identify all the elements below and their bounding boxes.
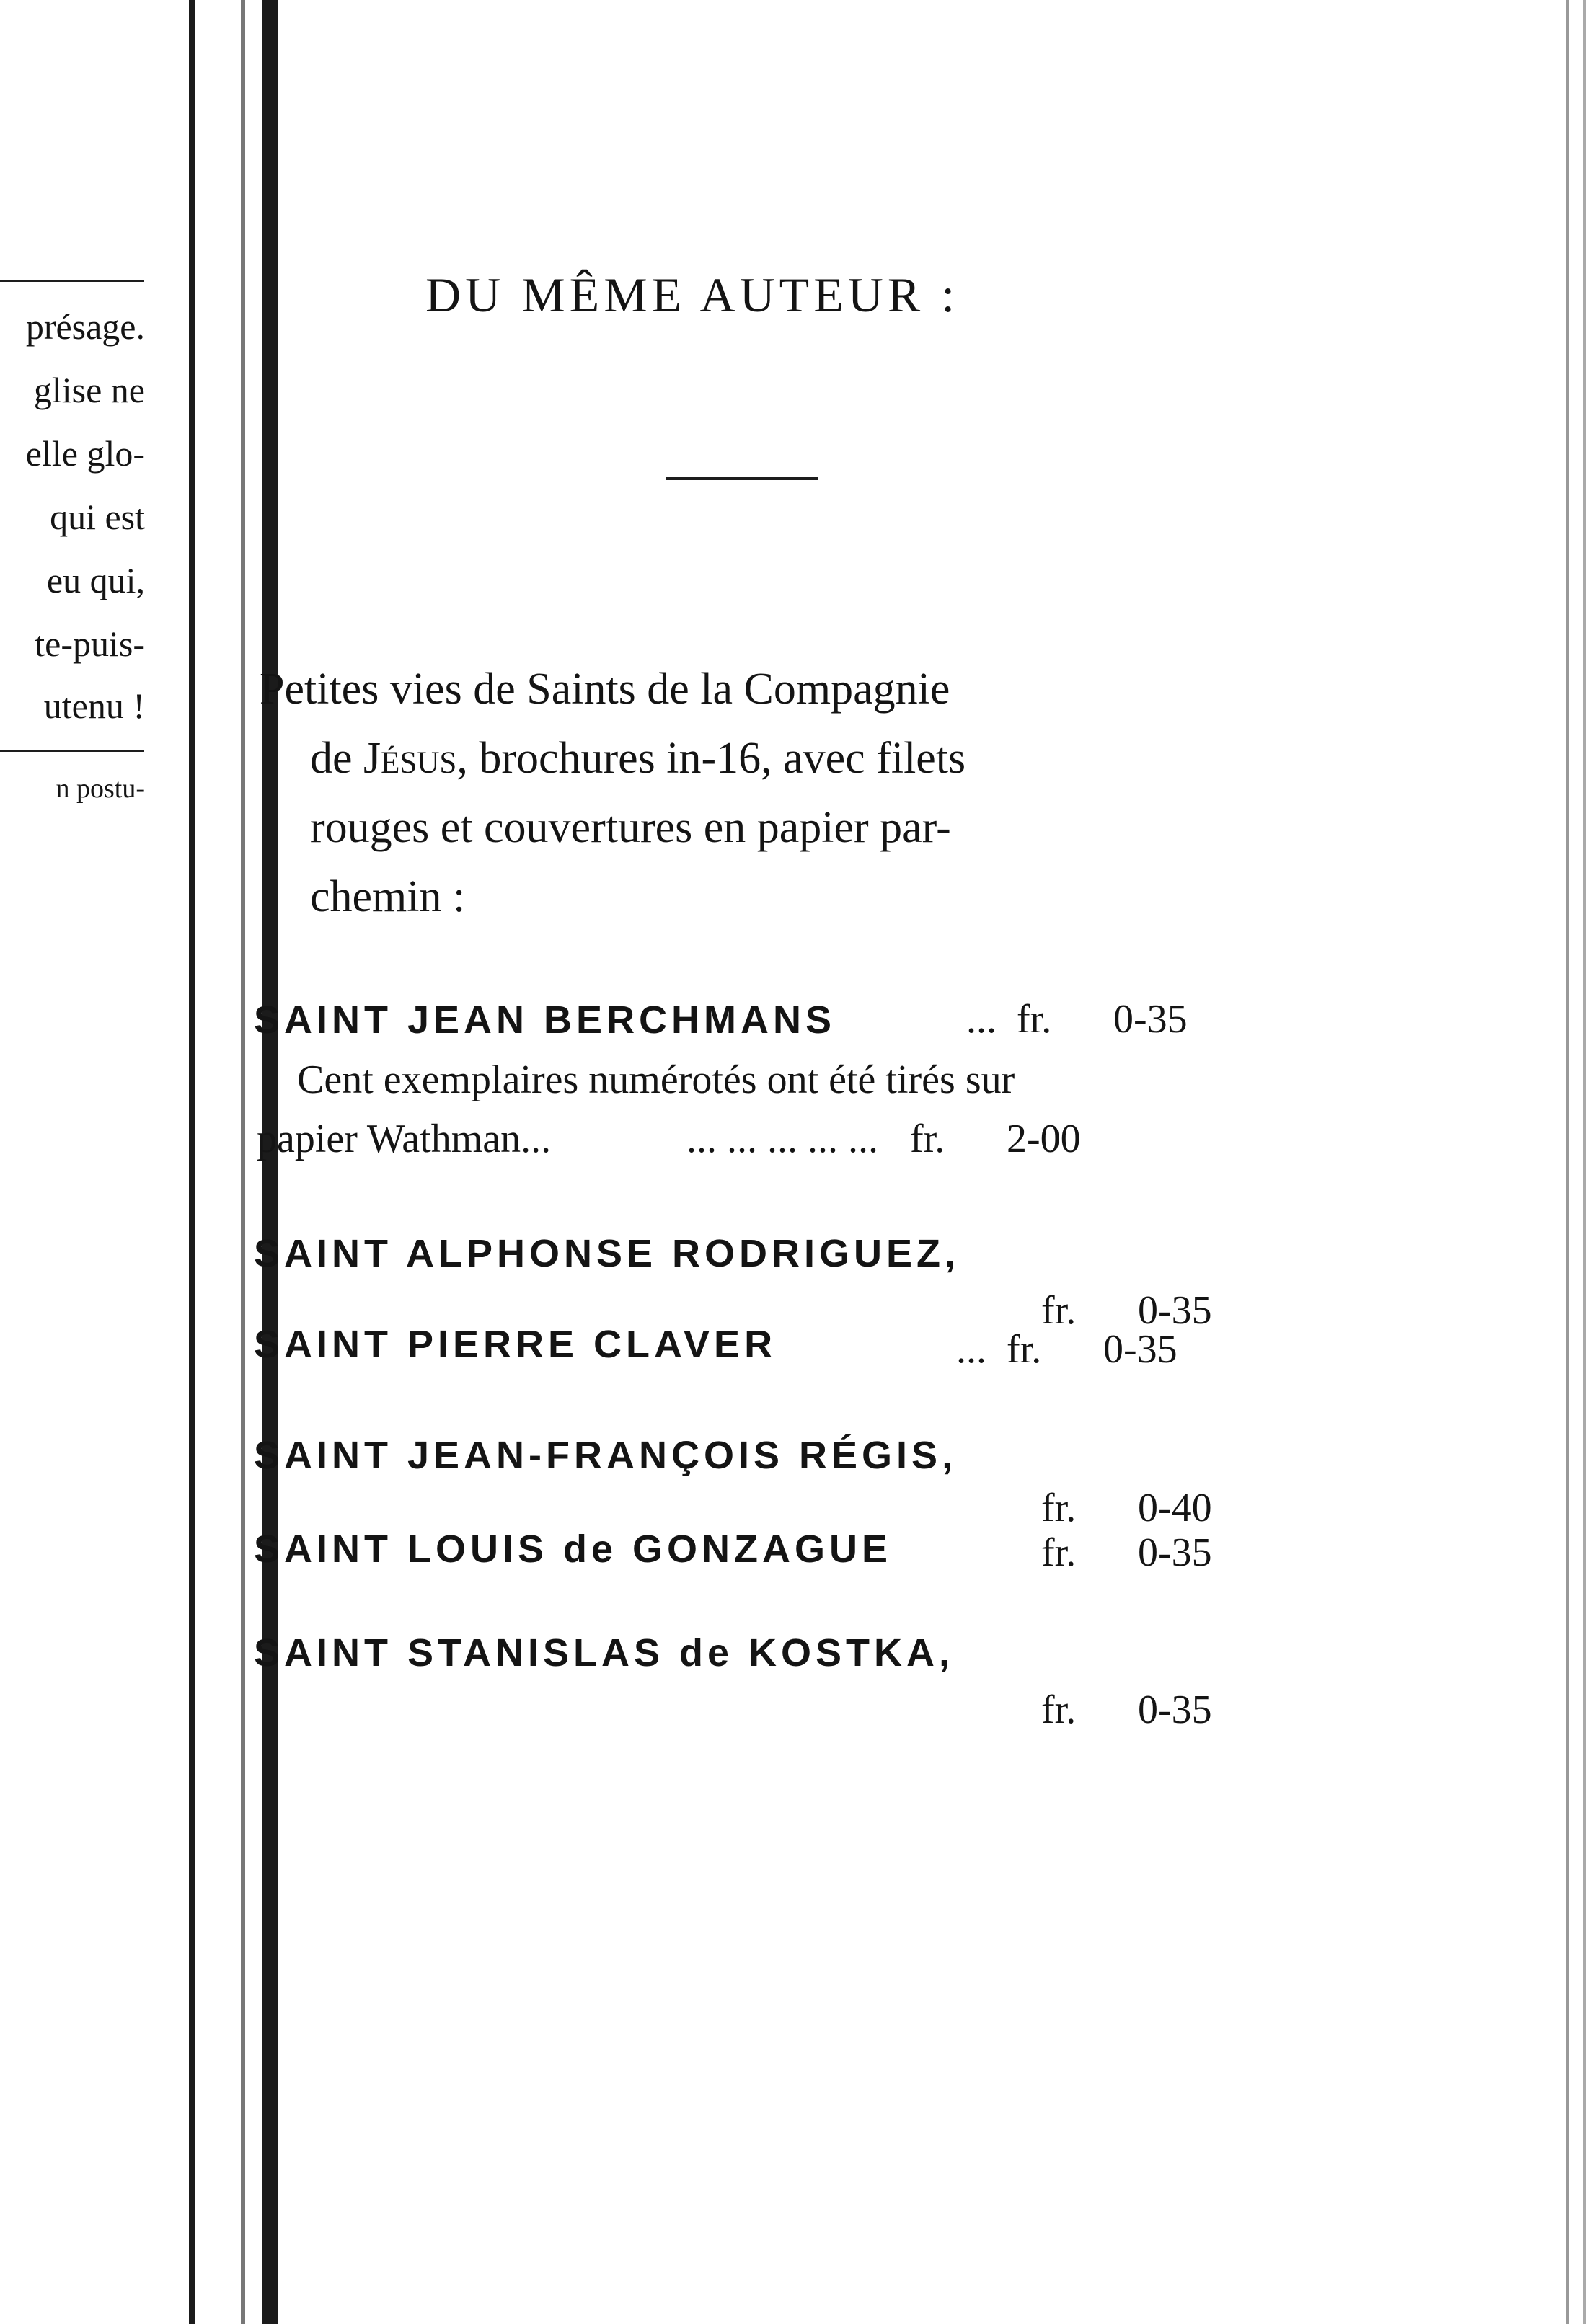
right-page-outer-edge [1583,0,1586,2324]
intro-line: rouges et couvertures en papier par- [310,803,951,852]
intro-paragraph [260,655,1226,931]
price-currency: fr. [910,1117,945,1161]
price-leader: ... [956,1327,986,1372]
price-value: 0-35 [1138,1288,1212,1333]
price-currency: fr. [1041,1530,1077,1575]
left-page-footnote-rule [0,750,144,752]
price-value: 0-40 [1138,1486,1212,1530]
price-currency: fr. [1041,1486,1077,1530]
price-value: 0-35 [1138,1530,1212,1575]
title-divider [666,477,818,480]
binding-shadow [241,0,245,2324]
entry-price [1041,1530,1212,1576]
entry-note: papier Wathman... [257,1117,552,1161]
left-page-fragment: eu qui, [46,560,145,600]
intro-name-jesus: Jésus [363,734,457,783]
left-page-fragment: elle glo- [25,433,145,474]
price-value: 0-35 [1103,1327,1178,1372]
left-page-fragment: utenu ! [43,686,145,726]
price-currency: fr. [1017,997,1052,1042]
entry-price [966,996,1188,1042]
price-leader: ... ... ... ... ... [686,1117,878,1161]
price-currency: fr. [1041,1288,1077,1333]
entry-title: SAINT LOUIS de GONZAGUE [254,1527,893,1571]
entry-title: SAINT STANISLAS de KOSTKA, [254,1631,955,1675]
entry-title: SAINT ALPHONSE RODRIGUEZ, [254,1232,960,1275]
left-page-fragment: te-puis- [35,624,145,664]
entry-price [1041,1485,1212,1531]
price-currency: fr. [1041,1687,1077,1732]
entry-title: SAINT PIERRE CLAVER [254,1323,777,1366]
entry-price [1041,1687,1212,1733]
price-currency: fr. [1007,1327,1042,1372]
price-value: 0-35 [1138,1687,1212,1732]
entry-title: SAINT JEAN-FRANÇOIS RÉGIS, [254,1434,958,1477]
entry-title: SAINT JEAN BERCHMANS [254,998,836,1042]
entry-price [686,1116,1081,1162]
left-page-fragment: qui est [50,497,145,537]
price-value: 2-00 [1007,1117,1081,1161]
intro-text: de [310,734,364,783]
intro-line [260,724,1226,793]
price-value: 0-35 [1113,997,1188,1042]
entry-price [956,1326,1178,1372]
left-page-fragment: glise ne [33,370,145,410]
binding-gutter [262,0,278,2324]
page-title: DU MÊME AUTEUR : [425,267,960,322]
left-page-fragment: présage. [25,306,145,347]
entry-note: Cent exemplaires numérotés ont été tirés sur [297,1057,1015,1102]
right-page-edge [1566,0,1569,2324]
intro-line: chemin : [310,872,466,921]
left-page-footnote: n postu- [56,773,145,804]
price-leader: ... [966,997,997,1042]
intro-line: Petites vies de Saints de la Compagnie [260,665,950,714]
left-page-edge [189,0,195,2324]
intro-text: , brochures in-16, avec filets [456,734,966,783]
left-page-top-rule [0,280,144,282]
